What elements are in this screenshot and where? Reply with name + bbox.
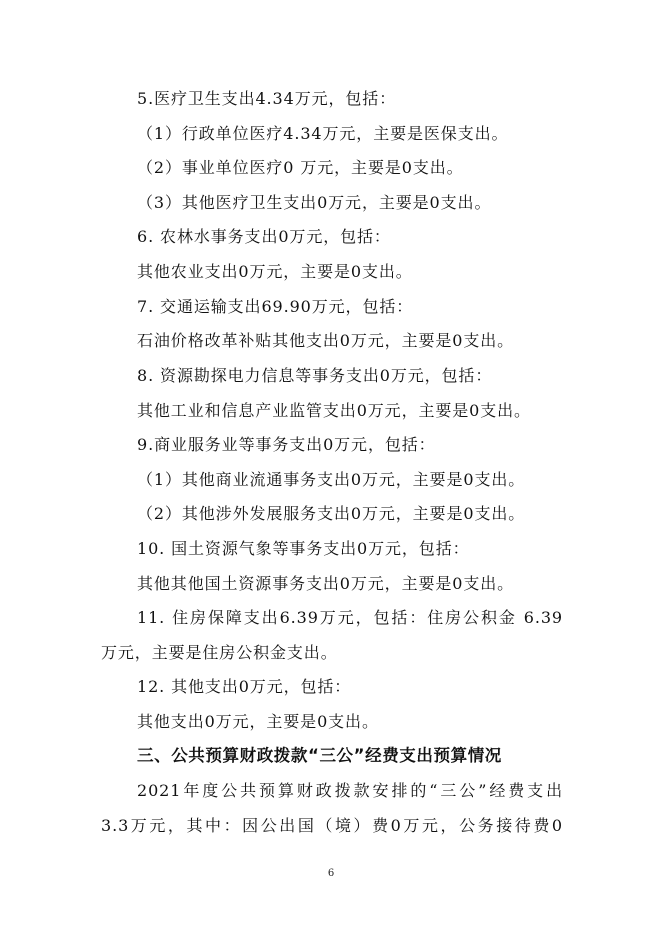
text-line: 其他支出0万元，主要是0支出。 [137, 712, 379, 731]
text-line: 7. 交通运输支出69.90万元，包括： [137, 297, 414, 316]
text-line: 8. 资源勘探电力信息等事务支出0万元，包括： [137, 366, 493, 385]
section-heading: 三、公共预算财政拨款“三公”经费支出预算情况 [137, 746, 502, 765]
text-line: 9.商业服务业等事务支出0万元，包括： [137, 435, 436, 454]
text-line: （3）其他医疗卫生支出0万元，主要是0支出。 [137, 193, 492, 212]
text-line: 2021年度公共预算财政拨款安排的“三公”经费支出 [137, 781, 563, 800]
text-line: 11. 住房保障支出6.39万元，包括：住房公积金 6.39 [137, 608, 563, 627]
text-line: 12. 其他支出0万元，包括： [137, 677, 352, 696]
text-line: 其他其他国土资源事务支出0万元，主要是0支出。 [137, 574, 515, 593]
text-line: 3.3万元，其中：因公出国（境）费0万元，公务接待费0 [101, 816, 563, 835]
text-line: （1）其他商业流通事务支出0万元，主要是0支出。 [137, 470, 526, 489]
text-line: 其他农业支出0万元，主要是0支出。 [137, 262, 413, 281]
text-line: 石油价格改革补贴其他支出0万元，主要是0支出。 [137, 331, 515, 350]
page-number: 6 [327, 868, 335, 879]
text-line: （2）其他涉外发展服务支出0万元，主要是0支出。 [137, 504, 526, 523]
text-line: 其他工业和信息产业监管支出0万元，主要是0支出。 [137, 401, 531, 420]
text-line: （1）行政单位医疗4.34万元，主要是医保支出。 [137, 124, 509, 143]
text-line: （2）事业单位医疗0 万元，主要是0支出。 [137, 158, 464, 177]
text-line: 5.医疗卫生支出4.34万元，包括： [137, 89, 397, 108]
text-line: 万元，主要是住房公积金支出。 [101, 643, 338, 662]
text-line: 6. 农林水事务支出0万元，包括： [137, 227, 391, 246]
text-line: 10. 国土资源气象等事务支出0万元，包括： [137, 539, 470, 558]
